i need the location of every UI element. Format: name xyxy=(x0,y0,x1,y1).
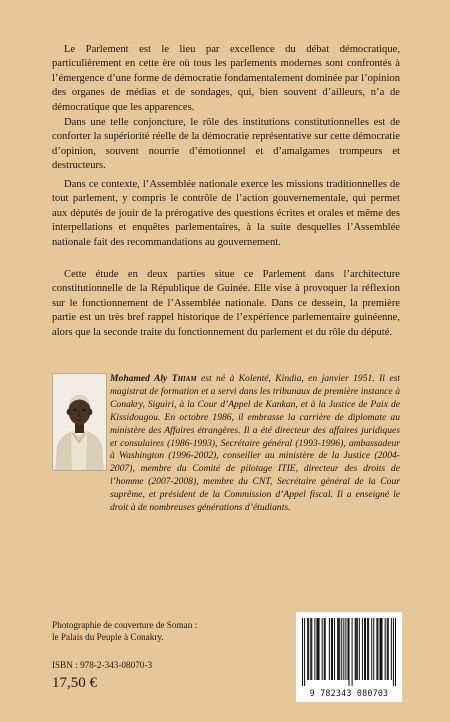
cover-photo-credit xyxy=(52,619,242,643)
blurb-paragraph-3: Dans ce contexte, l’Assemblée nationale exerce les missions traditionnelles de tout parlement, y compris le contrôle de l’action gouvernementale, qui permet aux députés de jouir de la prérogative des questions écrites et orales et même des interpellations et enquêtes parlementaires, à la suite desquelles l’Assemblée nationale fait des recommandations au gouvernement. xyxy=(52,179,400,248)
author-photo xyxy=(52,373,107,471)
author-bio xyxy=(110,373,400,515)
cover-credit-line-2: le Palais du Peuple à Conakry. xyxy=(52,632,164,642)
barcode-digits: 9 782343 080703 xyxy=(309,688,389,698)
author-last-name: Thiam xyxy=(171,373,197,384)
author-first-name: Mohamed Aly xyxy=(110,373,168,384)
blurb-paragraph-1: Le Parlement est le lieu par excellence du débat démocratique, particulièrement en cette ère où tous les parlements modernes sont confrontés à l’émergence d’une forme de démocratie fondamentalement dominée par l’opinion des organes de médias et de sondages, qui, bien souvent d’ailleurs, n’a de démocratique que les apparences. xyxy=(52,44,400,113)
isbn: ISBN : 978-2-343-08070-3 xyxy=(52,660,153,670)
author-bio-text: est né à Kolenté, Kindia, en janvier 1951. Il est magistrat de formation et a servi dans les tribunaux de première instance à Conakry, Siguiri, à la Cour d’Appel de Kankan, et à la Justice de Paix de Kissidougou. En octobre 1986, il embrasse la carrière de diplomate au ministère des Affaires étrangères. Il a été directeur des affaires juridiques et consulaires (1986-1993), Secrétaire général (1993-1996), ambassadeur à Washington (1996-2002), conseiller au ministère de la Justice (2004-2007), membre du Comité de pilotage ITIE, directeur des droits de l’homme (2007-2008), membre du CNT, Secrétaire général de la Cour suprême, et président de la Commission d’Appel fiscal. Il a enseigné le droit à de nombreuses générations d’étudiants. xyxy=(110,373,400,514)
isbn-barcode xyxy=(296,612,402,702)
barcode-bars xyxy=(302,618,396,686)
cover-credit-line-1: Photographie de couverture de Soman : xyxy=(52,620,198,630)
blurb-paragraph-2: Dans une telle conjoncture, le rôle des institutions constitutionnelles est de conforter la supériorité réelle de la démocratie représentative sur cette démocratie d’opinion, souvent nourrie d’émotionnel et d’amalgames trompeurs et destructeurs. xyxy=(52,117,400,172)
blurb-paragraph-4: Cette étude en deux parties situe ce Parlement dans l’architecture constitutionnelle de la République de Guinée. Elle vise à provoquer la réflexion sur le fonctionnement de l’Assemblée nationale. Dans ce dessein, la première partie est un très bref rappel historique de l’expérience parlementaire guinéenne, alors que la seconde traite du fonctionnement du parlement et du rôle du député. xyxy=(52,269,400,338)
price: 17,50 € xyxy=(52,675,97,691)
